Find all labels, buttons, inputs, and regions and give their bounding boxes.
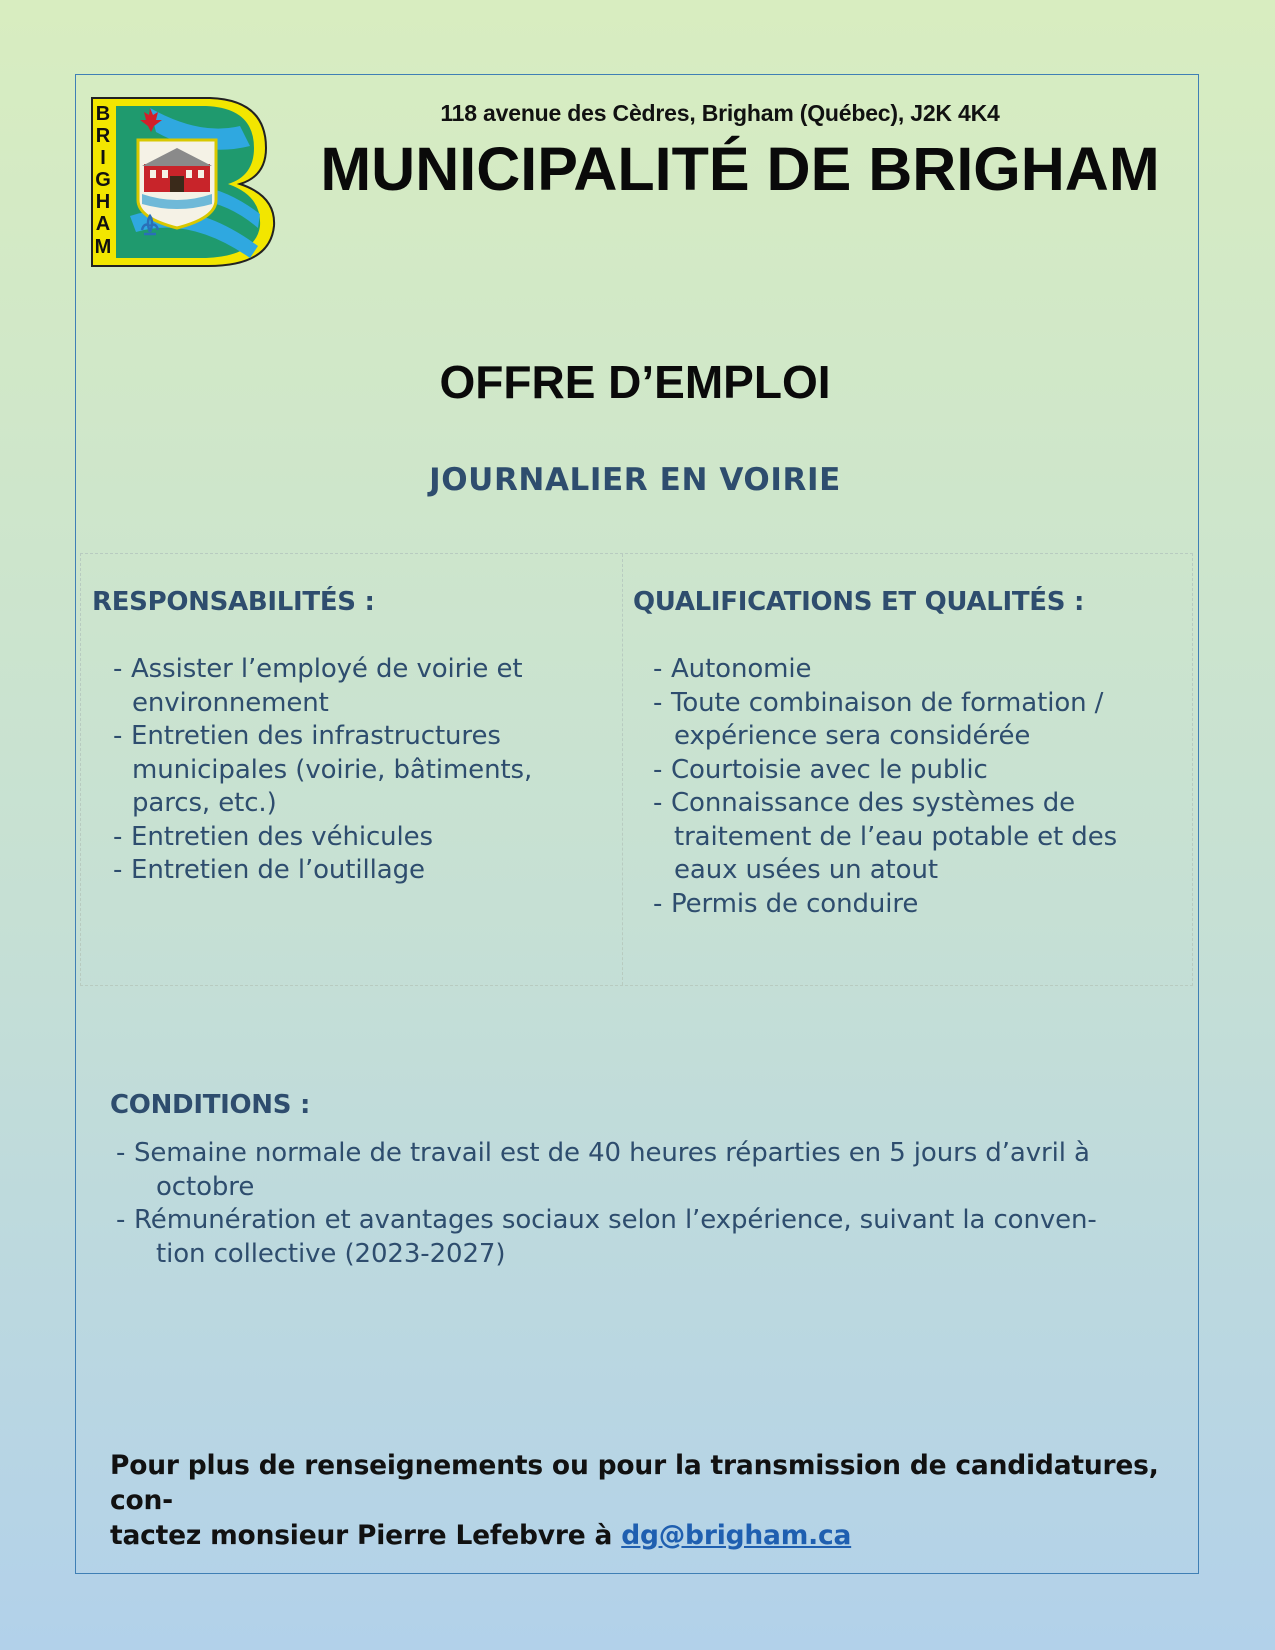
list-item-text: Autonomie xyxy=(671,654,812,684)
list-item-text: Semaine normale de travail est de 40 heures réparties en 5 jours d’avril à xyxy=(134,1138,1090,1168)
list-item-text: traitement de l’eau potable et des xyxy=(674,821,1118,852)
list-item-text: Permis de conduire xyxy=(671,888,919,919)
brigham-logo xyxy=(90,96,276,268)
municipality-address: 118 avenue des Cèdres, Brigham (Québec), J2K 4K4 xyxy=(440,100,1000,126)
list-item xyxy=(653,888,1117,922)
list-item-text: Toute combinaison de formation / xyxy=(671,687,1104,718)
list-item-text: Entretien des infrastructures xyxy=(131,721,501,751)
svg-text:H: H xyxy=(95,191,111,213)
list-item xyxy=(653,653,1117,687)
list-item-text: eaux usées un atout xyxy=(674,855,938,885)
svg-text:M: M xyxy=(94,236,112,258)
list-item-text: expérience sera considérée xyxy=(674,721,1031,751)
municipality-name: MUNICIPALITÉ DE BRIGHAM xyxy=(320,135,1160,203)
list-item-text: environnement xyxy=(132,687,329,718)
list-item-text: Assister l’employé de voirie et xyxy=(131,654,523,684)
list-item xyxy=(113,720,532,821)
contact-paragraph xyxy=(110,1448,1180,1553)
qualifications-heading: QUALIFICATIONS ET QUALITÉS : xyxy=(633,587,1085,617)
contact-email-link[interactable]: dg@brigham.ca xyxy=(621,1520,852,1551)
list-item-text: municipales (voirie, bâtiments, xyxy=(132,754,533,785)
list-item xyxy=(116,1137,1186,1204)
list-item-text: Entretien de l’outillage xyxy=(131,855,425,885)
list-item xyxy=(653,787,1117,888)
svg-text:I: I xyxy=(100,147,106,169)
column-divider xyxy=(622,554,623,985)
list-item-text: Entretien des véhicules xyxy=(131,821,434,852)
svg-text:G: G xyxy=(95,169,111,191)
list-item xyxy=(653,687,1117,754)
list-item xyxy=(113,821,532,855)
conditions-heading: CONDITIONS : xyxy=(110,1090,311,1120)
contact-line: Pour plus de renseignements ou pour la transmission de candidatures, con- xyxy=(110,1450,1159,1516)
svg-text:A: A xyxy=(95,213,111,235)
list-item-text: tion collective (2023-2027) xyxy=(156,1238,506,1269)
list-item xyxy=(653,754,1117,788)
job-position: JOURNALIER EN VOIRIE xyxy=(429,462,841,498)
conditions-list xyxy=(116,1137,1186,1271)
list-item-text: parcs, etc.) xyxy=(132,788,277,818)
contact-text: tactez monsieur Pierre Lefebvre à xyxy=(110,1520,622,1551)
contact-line xyxy=(110,1518,1180,1553)
list-item xyxy=(113,653,532,720)
list-item-text: Courtoisie avec le public xyxy=(671,754,988,785)
list-item xyxy=(116,1204,1186,1271)
responsibilities-heading: RESPONSABILITÉS : xyxy=(92,587,375,617)
qualifications-list xyxy=(653,653,1117,921)
brigham-crest-icon xyxy=(90,96,276,268)
list-item-text: Connaissance des systèmes de xyxy=(671,788,1076,818)
list-item-text: octobre xyxy=(156,1171,255,1202)
document-title: OFFRE D’EMPLOI xyxy=(439,356,831,408)
responsibilities-list xyxy=(113,653,532,888)
list-item-text: Rémunération et avantages sociaux selon l’expérience, suivant la conven- xyxy=(134,1205,1097,1235)
svg-text:B: B xyxy=(95,103,111,125)
list-item xyxy=(113,854,532,888)
svg-text:R: R xyxy=(95,125,111,147)
